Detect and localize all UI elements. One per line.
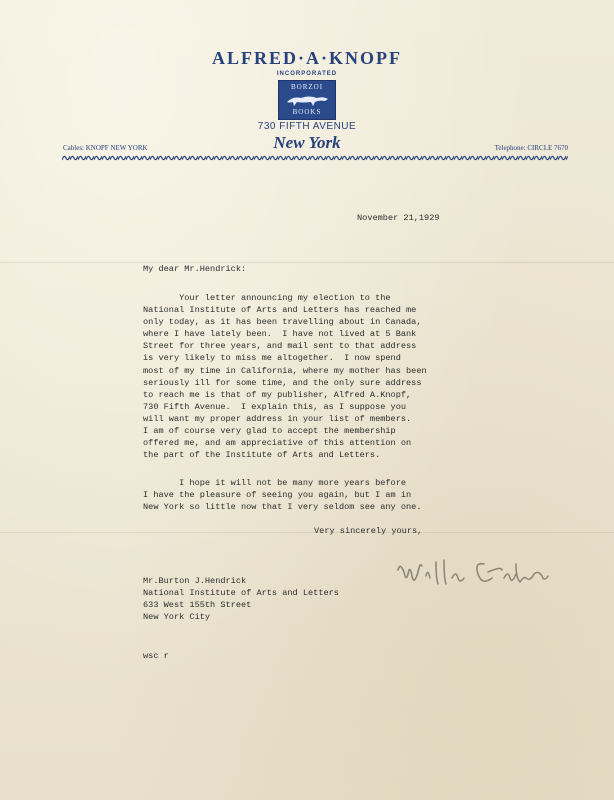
body-line: Street for three years, and mail sent to that address: [143, 341, 417, 351]
recipient-street: 633 West 155th Street: [143, 600, 252, 610]
logo-text-books: BOOKS: [292, 108, 322, 116]
body-line: only today, as it has been travelling about in Canada,: [143, 317, 422, 327]
fold-crease: [0, 262, 614, 263]
typist-initials: wsc r: [143, 651, 169, 661]
letterhead-telephone: Telephone: CIRCLE 7670: [494, 144, 568, 152]
body-line: to reach me is that of my publisher, Alfred A.Knopf,: [143, 390, 412, 400]
recipient-name: Mr.Burton J.Hendrick: [143, 576, 247, 586]
body-line: New York so little now that I very seldom see any one.: [143, 502, 422, 512]
borzoi-books-logo: [278, 80, 336, 120]
body-line: offered me, and am appreciative of this attention on: [143, 438, 412, 448]
body-line: is very likely to miss me altogether. I now spend: [143, 353, 401, 363]
body-line: I have the pleasure of seeing you again, but I am in: [143, 490, 412, 500]
letter-salutation: My dear Mr.Hendrick:: [143, 264, 247, 274]
fold-crease: [0, 532, 614, 533]
body-line: Your letter announcing my election to the: [143, 293, 391, 303]
letterhead-city: New York: [273, 133, 341, 152]
letter-date: November 21,1929: [357, 213, 440, 223]
decorative-rope-border: [62, 154, 568, 162]
logo-text-borzoi: BORZOI: [290, 83, 324, 91]
handwritten-signature: [392, 556, 562, 594]
body-line: most of my time in California, where my mother has been: [143, 366, 427, 376]
body-line: 730 Fifth Avenue. I explain this, as I suppose you: [143, 402, 407, 412]
body-line: where I have lately been. I have not lived at 5 Bank: [143, 329, 417, 339]
body-line: National Institute of Arts and Letters has reached me: [143, 305, 417, 315]
recipient-city: New York City: [143, 612, 211, 622]
letterhead-address: 730 FIFTH AVENUE: [257, 121, 357, 132]
borzoi-dog-icon: [279, 92, 335, 108]
body-line: will want my proper address in your list of members.: [143, 414, 412, 424]
body-line: the part of the Institute of Arts and Letters.: [143, 450, 381, 460]
letterhead-incorporated: INCORPORATED: [276, 71, 338, 77]
letterhead-cables: Cables: KNOPF NEW YORK: [63, 144, 148, 152]
body-line: I hope it will not be many more years before: [143, 478, 407, 488]
letterhead-name: ALFRED·A·KNOPF: [212, 48, 402, 68]
recipient-org: National Institute of Arts and Letters: [143, 588, 339, 598]
body-line: seriously ill for some time, and the only sure address: [143, 378, 422, 388]
letter-closing: Very sincerely yours,: [314, 526, 423, 536]
body-line: I am of course very glad to accept the membership: [143, 426, 396, 436]
